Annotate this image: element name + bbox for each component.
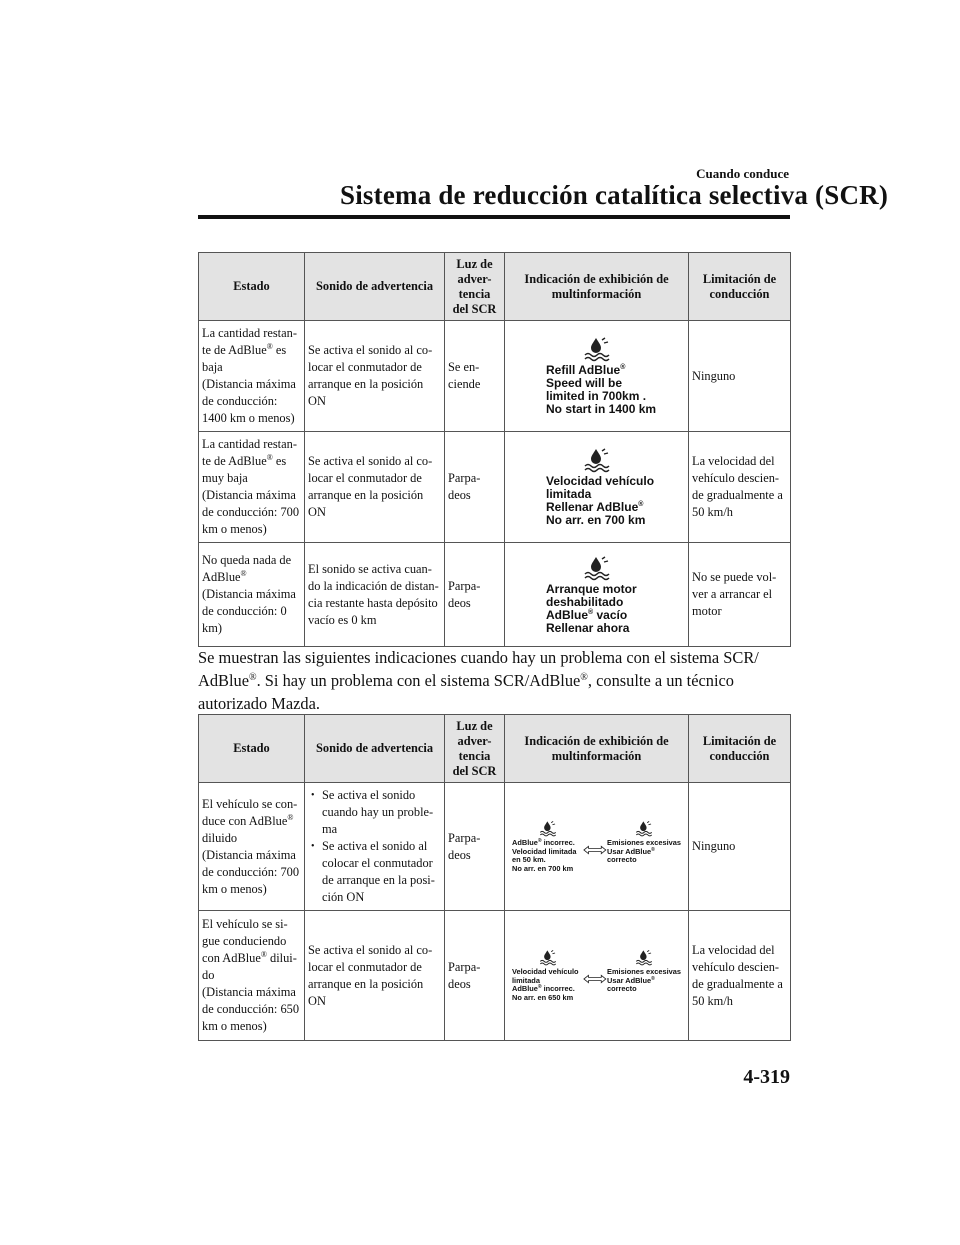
adblue-warning-icon bbox=[539, 820, 557, 837]
display-message: Velocidad vehículo limitada Rellenar AdBlue® No arr. en 700 km bbox=[546, 474, 655, 527]
col-header-indicacion: Indicación de exhibición de multinformación bbox=[505, 253, 689, 321]
sonido-cell: Se activa el sonido al co- locar el conmutador de arranque en la posición ON bbox=[305, 432, 445, 543]
scr-problem-paragraph: Se muestran las siguientes indicaciones cuando hay un problema con el sistema SCR/ AdBlue®. Si hay un problema con el sistema SCR/AdBlue®, consulte a un técnico autorizado Mazda. bbox=[198, 648, 759, 713]
luz-cell: Se en- ciende bbox=[445, 321, 505, 432]
limitacion-cell: Ninguno bbox=[689, 321, 791, 432]
multiinfo-display bbox=[508, 336, 685, 416]
sonido-cell: Se activa el sonido al co- locar el conmutador de arranque en la posición ON bbox=[305, 321, 445, 432]
display-cell bbox=[505, 432, 689, 543]
alternating-display bbox=[508, 949, 685, 1002]
alternating-display bbox=[508, 820, 685, 873]
multiinfo-display bbox=[508, 555, 685, 635]
display-screen-right bbox=[607, 820, 681, 873]
table-row bbox=[199, 783, 791, 911]
limitacion-cell: La velocidad del vehículo descien- de gradualmente a 50 km/h bbox=[689, 911, 791, 1041]
col-header-indicacion: Indicación de exhibición de multinformación bbox=[505, 715, 689, 783]
multiinfo-display bbox=[508, 447, 685, 527]
col-header-estado: Estado bbox=[199, 715, 305, 783]
col-header-luz: Luz de adver- tencia del SCR bbox=[445, 715, 505, 783]
sonido-cell bbox=[305, 783, 445, 911]
sonido-cell: Se activa el sonido al co- locar el conmutador de arranque en la posición ON bbox=[305, 911, 445, 1041]
luz-cell: Parpa- deos bbox=[445, 432, 505, 543]
display-cell bbox=[505, 783, 689, 911]
table-row bbox=[199, 321, 791, 432]
col-header-sonido: Sonido de advertencia bbox=[305, 253, 445, 321]
display-message: AdBlue® incorrec. Velocidad limitada en 50 km. No arr. en 700 km bbox=[512, 838, 577, 873]
adblue-warning-icon bbox=[635, 820, 653, 837]
estado-cell: La cantidad restan- te de AdBlue® es baja (Distancia máxima de conducción: 1400 km o menos) bbox=[199, 321, 305, 432]
display-message: Arranque motor deshabilitado AdBlue® vacío Rellenar ahora bbox=[546, 581, 637, 635]
sonido-cell: El sonido se activa cuan- do la indicación de distan- cia restante hasta depósito vacío es 0 km bbox=[305, 543, 445, 647]
luz-cell: Parpa- deos bbox=[445, 911, 505, 1041]
limitacion-cell: La velocidad del vehículo descien- de gradualmente a 50 km/h bbox=[689, 432, 791, 543]
list-item: • Se activa el sonido cuando hay un proble- ma bbox=[308, 787, 441, 838]
display-screen-right bbox=[607, 949, 681, 1002]
double-arrow-icon bbox=[583, 974, 607, 984]
display-cell bbox=[505, 911, 689, 1041]
display-cell bbox=[505, 321, 689, 432]
estado-cell: El vehículo se si- gue conduciendo con AdBlue® dilui- do (Distancia máxima de conducción: 650 km o menos) bbox=[199, 911, 305, 1041]
double-arrow-icon bbox=[583, 845, 607, 855]
col-header-sonido: Sonido de advertencia bbox=[305, 715, 445, 783]
list-item: • Se activa el sonido al colocar el conmutador de arranque en la posi- ción ON bbox=[308, 838, 441, 906]
table-header-row bbox=[199, 253, 791, 321]
estado-cell: La cantidad restan- te de AdBlue® es muy baja (Distancia máxima de conducción: 700 km o menos) bbox=[199, 432, 305, 543]
adblue-warning-icon bbox=[583, 336, 611, 362]
display-message: Refill AdBlue® Speed will be limited in 700km . No start in 1400 km bbox=[546, 363, 657, 416]
sonido-bullet-list bbox=[308, 787, 441, 906]
adblue-warning-icon bbox=[635, 949, 653, 966]
limitacion-cell: No se puede vol- ver a arrancar el motor bbox=[689, 543, 791, 647]
adblue-warning-icon bbox=[539, 949, 557, 966]
display-message: Emisiones excesivas Usar AdBlue® correcto bbox=[607, 967, 681, 993]
estado-cell: No queda nada de AdBlue® (Distancia máxima de conducción: 0 km) bbox=[199, 543, 305, 647]
col-header-limitacion: Limitación de conducción bbox=[689, 715, 791, 783]
status-table-adblue-level bbox=[198, 252, 791, 647]
title-rule bbox=[198, 215, 790, 219]
adblue-warning-icon bbox=[583, 555, 611, 581]
estado-cell: El vehículo se con- duce con AdBlue® diluido (Distancia máxima de conducción: 700 km o menos) bbox=[199, 783, 305, 911]
luz-cell: Parpa- deos bbox=[445, 783, 505, 911]
table-header-row bbox=[199, 715, 791, 783]
table-row bbox=[199, 543, 791, 647]
display-screen-left bbox=[512, 820, 583, 873]
display-message: Emisiones excesivas Usar AdBlue® correcto bbox=[607, 838, 681, 864]
col-header-luz: Luz de adver- tencia del SCR bbox=[445, 253, 505, 321]
display-screen-left bbox=[512, 949, 583, 1002]
display-cell bbox=[505, 543, 689, 647]
page-title: Sistema de reducción catalítica selectiva (SCR) bbox=[340, 180, 889, 210]
section-label: Cuando conduce bbox=[696, 166, 789, 181]
luz-cell: Parpa- deos bbox=[445, 543, 505, 647]
status-table-scr-problem bbox=[198, 714, 791, 1041]
col-header-limitacion: Limitación de conducción bbox=[689, 253, 791, 321]
table-row bbox=[199, 911, 791, 1041]
adblue-warning-icon bbox=[583, 447, 611, 473]
page-number: 4-319 bbox=[743, 1066, 790, 1088]
table-row bbox=[199, 432, 791, 543]
limitacion-cell: Ninguno bbox=[689, 783, 791, 911]
col-header-estado: Estado bbox=[199, 253, 305, 321]
display-message: Velocidad vehículo limitada AdBlue® incorrec. No arr. en 650 km bbox=[512, 967, 579, 1002]
